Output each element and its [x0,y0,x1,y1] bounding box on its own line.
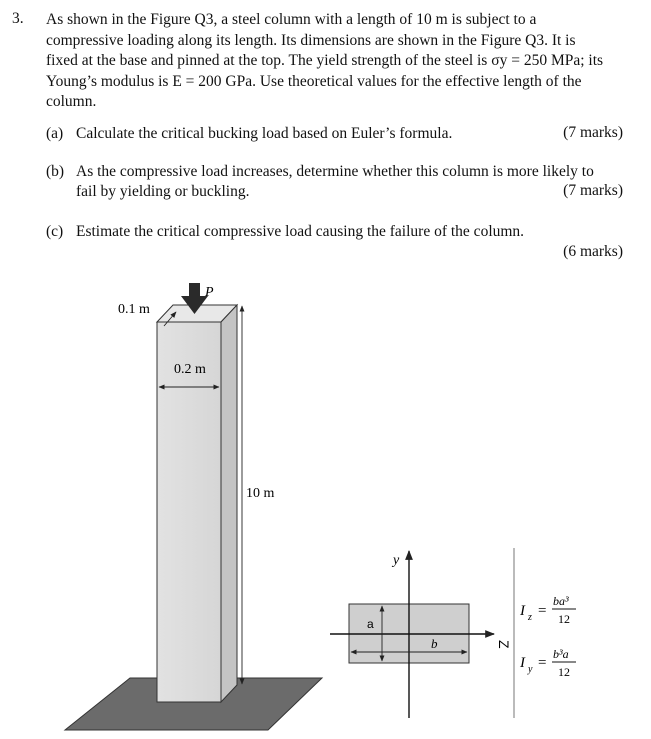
part-b-marks: (7 marks) [563,182,623,199]
width-label: 0.2 m [174,362,206,377]
question-number: 3. [12,10,24,27]
dim-a-label: a [367,617,374,631]
iy-eq: = [538,655,547,671]
column-side-face [221,305,237,702]
intro-line: As shown in the Figure Q3, a steel column with a length of 10 m is subject to a [46,11,537,28]
part-a-label: (a) [46,125,64,142]
part-c-text: Estimate the critical compressive load causing the failure of the column. [76,223,525,240]
part-a-text: Calculate the critical bucking load based on Euler’s formula. [76,125,453,142]
column-front-face [157,322,221,702]
iz-den: 12 [558,612,570,626]
depth-label: 0.1 m [118,302,150,317]
height-label: 10 m [246,486,275,501]
iz-num: ba³ [553,594,569,608]
iz-lhs: I [520,603,525,619]
iz-eq: = [538,603,547,619]
part-c-label: (c) [46,223,64,240]
formula-iz [519,594,576,626]
part-c-marks: (6 marks) [563,243,623,260]
intro-line: Young’s modulus is E = 200 GPa. Use theoretical values for the effective length of the [46,72,582,90]
intro-line: column. [46,93,97,110]
iy-den: 12 [558,665,570,679]
load-label: P [205,285,214,300]
iy-lhs: I [520,655,525,671]
part-b-text-line2: fail by yielding or buckling. [76,183,250,200]
part-a-marks: (7 marks) [563,124,623,141]
part-b-text-line1: As the compressive load increases, determine whether this column is more likely to [76,163,594,180]
intro-line: fixed at the base and pinned at the top. The yield strength of the steel is σy = 250 MPa; its [46,52,604,69]
iy-sub: y [528,664,533,675]
intro-line: compressive loading along its length. Its dimensions are shown in the Figure Q3. It is [46,31,576,49]
dim-b-label: b [431,636,438,651]
part-b-label: (b) [46,163,65,180]
y-axis-label: y [393,553,400,568]
iy-num: b³a [553,647,569,661]
formula-iy [519,647,576,679]
z-axis-label: Z [496,640,512,649]
cross-section [330,548,514,718]
iz-sub: z [528,612,532,623]
